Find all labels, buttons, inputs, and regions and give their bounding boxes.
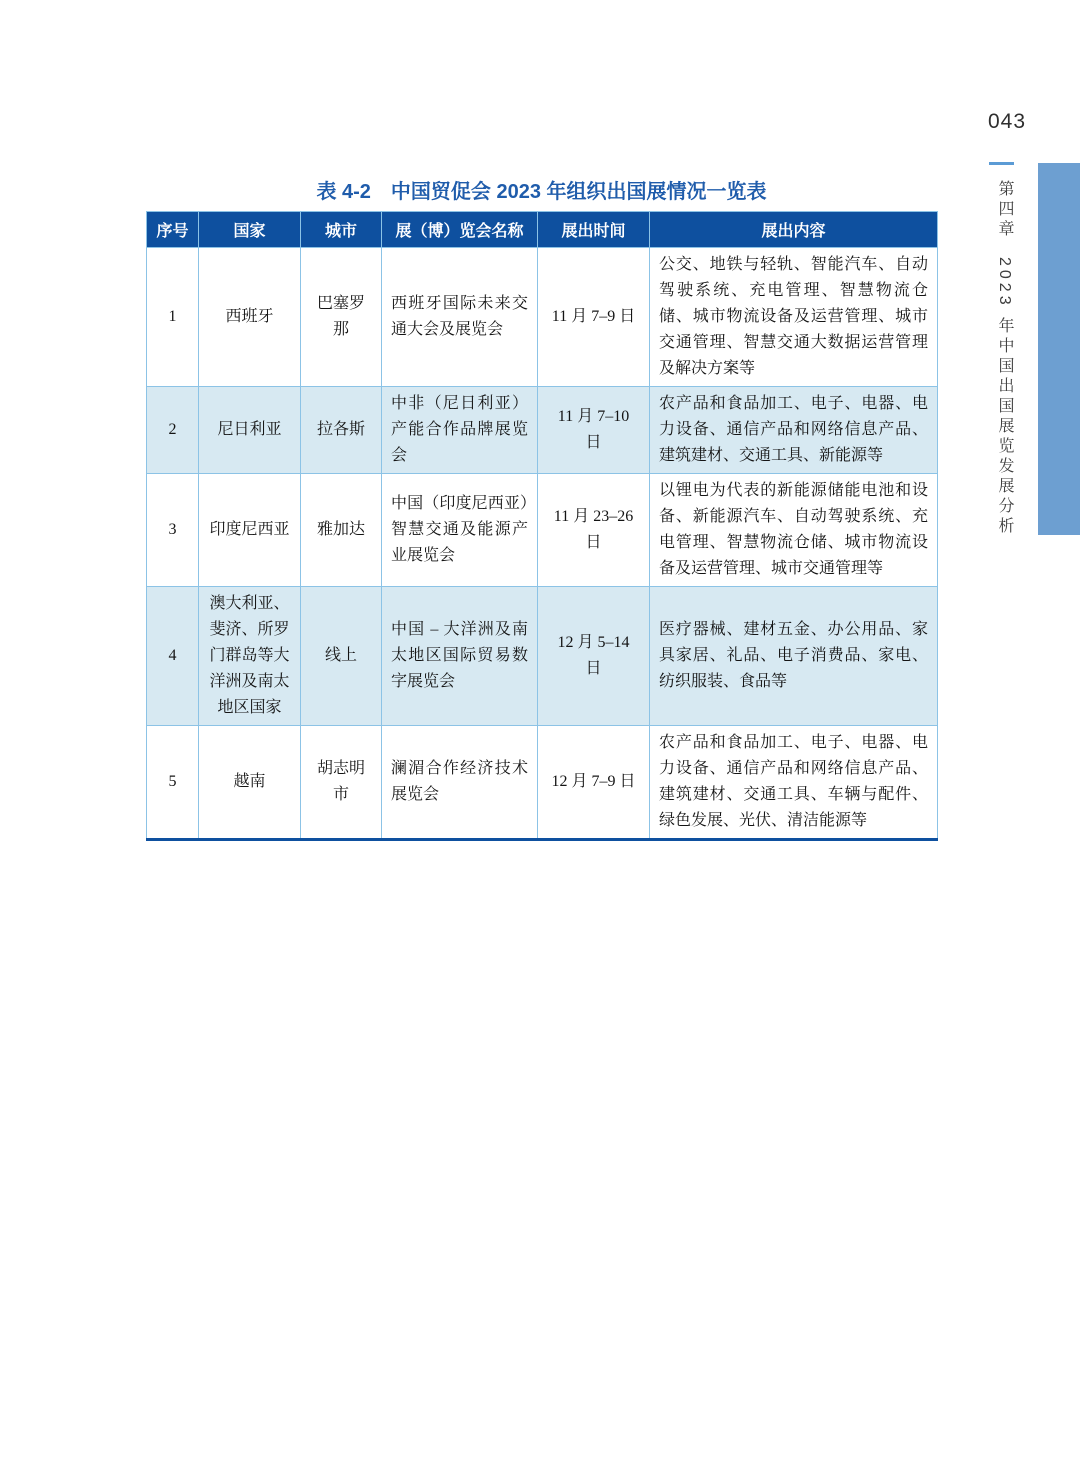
cell-no: 4 xyxy=(147,587,199,726)
cell-content: 农产品和食品加工、电子、电器、电力设备、通信产品和网络信息产品、建筑建材、交通工具、新能源等 xyxy=(650,387,938,474)
cell-country: 尼日利亚 xyxy=(199,387,301,474)
cell-exhibition-name: 中国（印度尼西亚）智慧交通及能源产业展览会 xyxy=(382,474,538,587)
cell-city: 巴塞罗那 xyxy=(301,248,382,387)
cell-exhibition-name: 澜湄合作经济技术展览会 xyxy=(382,726,538,840)
page-number: 043 xyxy=(988,110,1027,133)
cell-exhibition-name: 西班牙国际未来交通大会及展览会 xyxy=(382,248,538,387)
header-country: 国家 xyxy=(199,212,301,248)
table-row xyxy=(147,726,938,840)
cell-content: 公交、地铁与轻轨、智能汽车、自动驾驶系统、充电管理、智慧物流仓储、城市物流设备及运营管理、城市交通管理、智慧交通大数据运营管理及解决方案等 xyxy=(650,248,938,387)
cell-content: 医疗器械、建材五金、办公用品、家具家居、礼品、电子消费品、家电、纺织服装、食品等 xyxy=(650,587,938,726)
cell-country: 印度尼西亚 xyxy=(199,474,301,587)
cell-time: 11 月 7–9 日 xyxy=(538,248,650,387)
cell-content: 农产品和食品加工、电子、电器、电力设备、通信产品和网络信息产品、建筑建材、交通工具、车辆与配件、绿色发展、光伏、清洁能源等 xyxy=(650,726,938,840)
table-row xyxy=(147,248,938,387)
page-number-rule xyxy=(989,162,1014,165)
chapter-sidebar-bar xyxy=(1038,163,1080,535)
cell-content: 以锂电为代表的新能源储能电池和设备、新能源汽车、自动驾驶系统、充电管理、智慧物流仓储、城市物流设备及运营管理、城市交通管理等 xyxy=(650,474,938,587)
cell-country: 越南 xyxy=(199,726,301,840)
cell-city: 线上 xyxy=(301,587,382,726)
cell-city: 胡志明市 xyxy=(301,726,382,840)
header-time: 展出时间 xyxy=(538,212,650,248)
exhibitions-table xyxy=(146,211,938,841)
header-no: 序号 xyxy=(147,212,199,248)
cell-exhibition-name: 中国 – 大洋洲及南太地区国际贸易数字展览会 xyxy=(382,587,538,726)
cell-no: 5 xyxy=(147,726,199,840)
cell-country: 西班牙 xyxy=(199,248,301,387)
cell-time: 11 月 23–26 日 xyxy=(538,474,650,587)
header-city: 城市 xyxy=(301,212,382,248)
cell-country: 澳大利亚、斐济、所罗门群岛等大洋洲及南太地区国家 xyxy=(199,587,301,726)
chapter-label: 第四章 xyxy=(996,180,1013,240)
header-content: 展出内容 xyxy=(650,212,938,248)
cell-city: 雅加达 xyxy=(301,474,382,587)
table-header-row xyxy=(147,212,938,248)
chapter-title: 2023 年中国出国展览发展分析 xyxy=(996,257,1013,538)
table-title: 表 4-2 中国贸促会 2023 年组织出国展情况一览表 xyxy=(316,181,767,203)
cell-no: 3 xyxy=(147,474,199,587)
cell-time: 12 月 7–9 日 xyxy=(538,726,650,840)
cell-time: 12 月 5–14 日 xyxy=(538,587,650,726)
chapter-sidebar-text xyxy=(993,180,1016,537)
cell-no: 1 xyxy=(147,248,199,387)
table-row xyxy=(147,474,938,587)
cell-time: 11 月 7–10 日 xyxy=(538,387,650,474)
cell-city: 拉各斯 xyxy=(301,387,382,474)
table-row xyxy=(147,587,938,726)
cell-no: 2 xyxy=(147,387,199,474)
cell-exhibition-name: 中非（尼日利亚）产能合作品牌展览会 xyxy=(382,387,538,474)
header-exhibition-name: 展（博）览会名称 xyxy=(382,212,538,248)
table-row xyxy=(147,387,938,474)
